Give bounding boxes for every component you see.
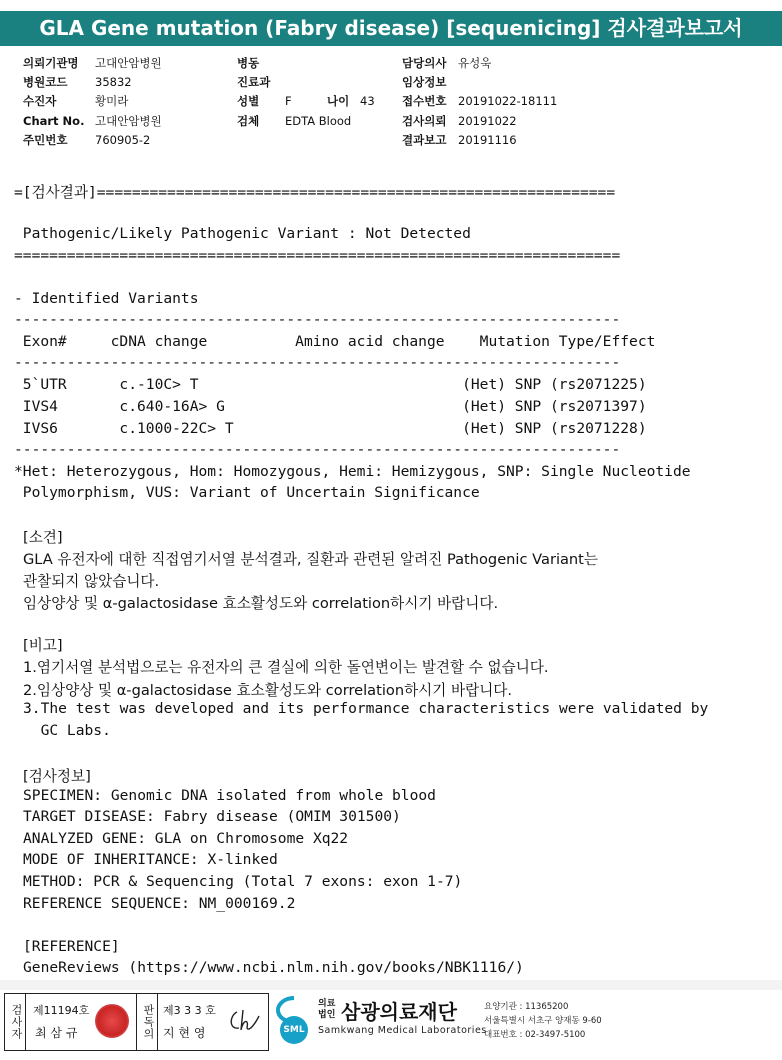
signature-icon (227, 1006, 263, 1036)
sex-value: F (285, 94, 292, 109)
footnote: *Het: Heterozygous, Hom: Homozygous, Hemi: Hemizygous, SNP: Single Nucleotide (14, 463, 691, 480)
info-col-1 (23, 54, 162, 150)
test-info-heading: [검사정보] (23, 768, 91, 785)
org-english-name: Samkwang Medical Laboratories (318, 1025, 487, 1036)
variant-row: IVS6 c.1000-22C> T (Het) SNP (rs2071228) (14, 420, 647, 437)
footer-separator (0, 980, 782, 990)
rule-dash: --------------------------------------------------------------------- (14, 354, 621, 371)
variant-row: 5`UTR c.-10C> T (Het) SNP (rs2071225) (14, 376, 647, 393)
info-col-2 (237, 54, 375, 131)
info-label: 수진자 (23, 94, 57, 109)
specimen-value: EDTA Blood (285, 113, 352, 128)
test-info-line: SPECIMEN: Genomic DNA isolated from whole blood (23, 787, 436, 804)
info-col-3 (402, 54, 557, 150)
dept-label: 진료과 (237, 75, 271, 90)
identified-variants-heading: - Identified Variants (14, 290, 199, 307)
info-label: Chart No. (23, 113, 85, 128)
logo-text: SML (283, 1025, 305, 1035)
info-label: 검사의뢰 (402, 113, 447, 128)
remarks-line: 2.임상양상 및 α-galactosidase 효소활성도와 correlation하시기 바랍니다. (23, 682, 513, 699)
sml-logo-icon (272, 996, 316, 1046)
variant-row: IVS4 c.640-16A> G (Het) SNP (rs2071397) (14, 398, 647, 415)
info-value: 유성욱 (458, 56, 492, 70)
opinion-line: 임상양상 및 α-galactosidase 효소활성도와 correlation하시기 바랍니다. (23, 595, 499, 612)
reviewer-label: 판독의 (136, 994, 158, 1050)
inspector-number: 제11194호 (33, 1004, 90, 1017)
ward-label: 병동 (237, 56, 260, 70)
rule-equals: ===================================================================== (14, 247, 621, 264)
remarks-line: GC Labs. (23, 722, 111, 739)
result-summary: Pathogenic/Likely Pathogenic Variant : Not Detected (14, 225, 471, 242)
report-title: GLA Gene mutation (Fabry disease) [sequenicing] 검사결과보고서 (0, 11, 782, 46)
test-info-line: MODE OF INHERITANCE: X-linked (23, 851, 278, 868)
info-value: 20191022-18111 (458, 94, 558, 109)
opinion-line: 관찰되지 않았습니다. (23, 573, 160, 590)
info-label: 병원코드 (23, 75, 68, 90)
rule-dash: --------------------------------------------------------------------- (14, 311, 621, 328)
inspector-label: 검사자 (5, 994, 26, 1050)
info-label: 의뢰기관명 (23, 56, 79, 70)
test-info-line: TARGET DISEASE: Fabry disease (OMIM 301500) (23, 808, 401, 825)
institution-code: 요양기관 : 11365200 (484, 1002, 569, 1012)
reviewer-name: 지 현 영 (163, 1026, 206, 1040)
info-label: 접수번호 (402, 94, 447, 109)
info-value: 고대안암병원 (95, 56, 162, 70)
test-info-line: REFERENCE SEQUENCE: NM_000169.2 (23, 895, 296, 912)
remarks-line: 3.The test was developed and its performance characteristics were validated by (23, 700, 709, 717)
test-info-line: ANALYZED GENE: GLA on Chromosome Xq22 (23, 830, 349, 847)
org-small-1: 의료 (318, 999, 336, 1009)
variant-table-header: Exon# cDNA change Amino acid change Mutation Type/Effect (14, 333, 656, 350)
remarks-line: 1.염기서열 분석법으로는 유전자의 큰 결실에 의한 돌연변이는 발견할 수 없습니다. (23, 659, 549, 676)
org-name: 삼광의료재단 (341, 1000, 457, 1024)
address: 서울특별시 서초구 양재동 9-60 (484, 1016, 602, 1026)
reference-line: GeneReviews (https://www.ncbi.nlm.nih.gov/books/NBK1116/) (23, 959, 524, 976)
age-value: 43 (360, 94, 375, 109)
rule-dash: --------------------------------------------------------------------- (14, 441, 621, 458)
info-value: 20191022 (458, 113, 517, 128)
org-small-2: 법인 (318, 1010, 336, 1020)
footnote: Polymorphism, VUS: Variant of Uncertain Significance (14, 484, 480, 501)
info-label: 담당의사 (402, 56, 447, 70)
result-section-heading: =[검사결과]=========================================================== (14, 184, 616, 201)
phone: 대표번호 : 02-3497-5100 (484, 1030, 586, 1040)
reviewer-number: 제3 3 3 호 (163, 1004, 216, 1017)
inspector-seal-icon (95, 1004, 129, 1038)
info-label: 주민번호 (23, 132, 68, 147)
opinion-line: GLA 유전자에 대한 직접염기서열 분석결과, 질환과 관련된 알려진 Pathogenic Variant는 (23, 551, 599, 568)
signature-box (4, 993, 269, 1051)
sex-label: 성별 (237, 94, 260, 109)
opinion-heading: [소견] (23, 529, 63, 546)
info-value: 35832 (95, 75, 132, 90)
reference-heading: [REFERENCE] (23, 938, 120, 955)
info-value: 황미라 (95, 94, 129, 109)
info-value: 760905-2 (95, 132, 151, 147)
remarks-heading: [비고] (23, 637, 63, 654)
inspector-name: 최 삼 규 (35, 1026, 78, 1040)
test-info-line: METHOD: PCR & Sequencing (Total 7 exons: exon 1-7) (23, 873, 463, 890)
info-value: 20191116 (458, 132, 517, 147)
info-value: 고대안암병원 (95, 113, 162, 128)
info-label: 임상정보 (402, 75, 447, 90)
specimen-label: 검체 (237, 113, 260, 128)
age-label: 나이 (327, 94, 350, 109)
info-label: 결과보고 (402, 132, 447, 147)
